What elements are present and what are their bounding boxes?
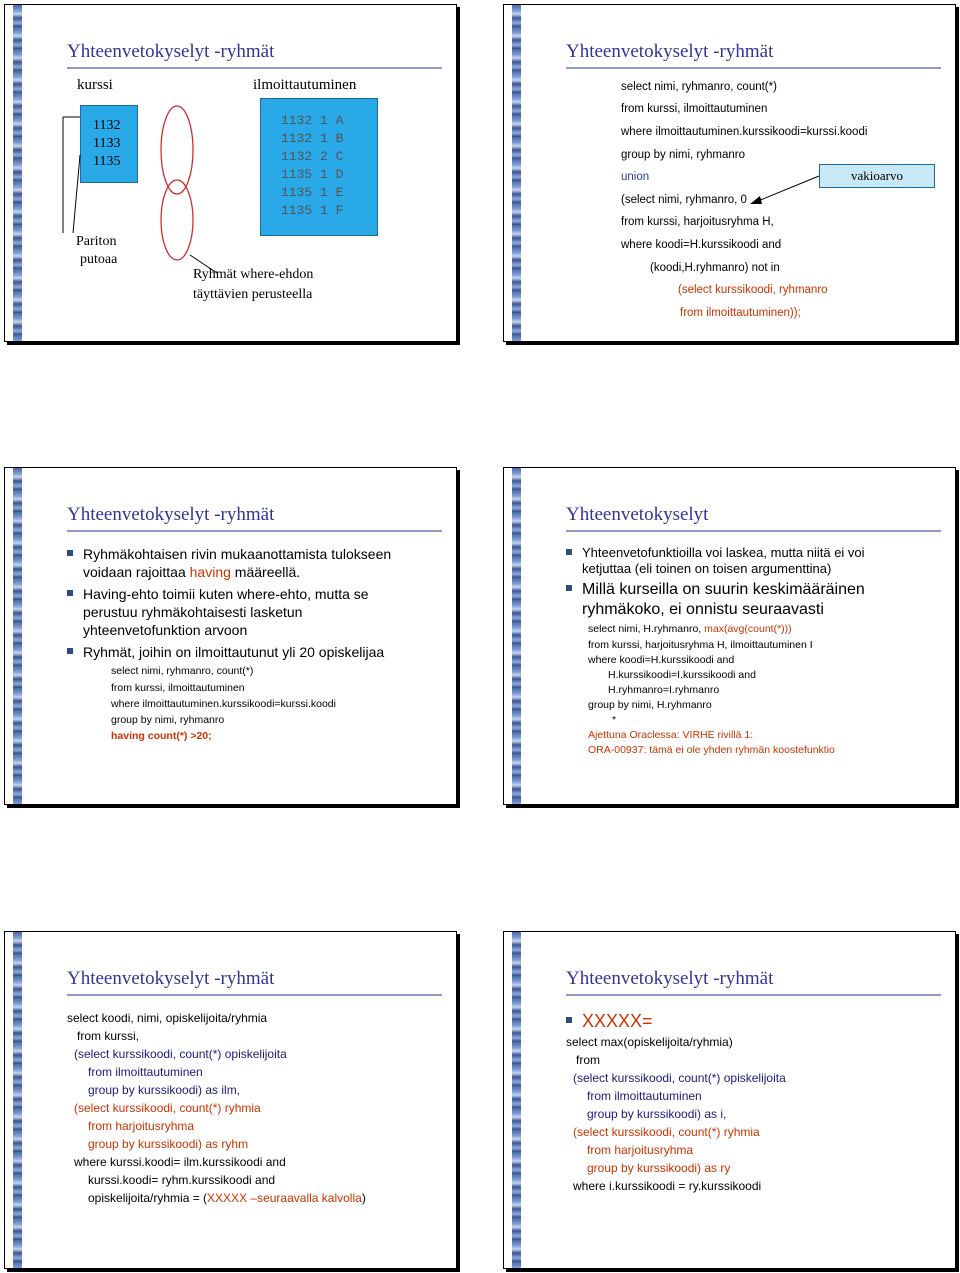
bullet-square-icon	[566, 585, 572, 591]
sql-aggregate: max(avg(count(*)))	[704, 623, 792, 635]
sql-text: select nimi, H.ryhmanro,	[588, 623, 702, 635]
group-ellipse	[161, 180, 193, 260]
sql-line	[88, 1191, 366, 1205]
title-rule	[566, 994, 941, 996]
decorative-bar	[512, 932, 521, 1268]
sql-line: from ilmoittautuminen	[587, 1089, 702, 1103]
sql-line: kurssi.koodi= ryhm.kurssikoodi and	[88, 1173, 276, 1187]
sql-line: from harjoitusryhma	[88, 1119, 195, 1133]
sql-line: where kurssi.koodi= ilm.kurssikoodi and	[74, 1155, 286, 1169]
title-rule	[67, 530, 442, 532]
sql-line: from ilmoittautuminen	[88, 1065, 203, 1079]
sql-line: (select nimi, ryhmanro, 0	[621, 194, 747, 206]
decorative-bar	[13, 468, 22, 804]
bullet-continuation	[83, 564, 300, 580]
sql-line: where koodi=H.kurssikoodi and	[621, 239, 782, 251]
sql-line: group by nimi, ryhmanro	[111, 714, 225, 726]
ilmoittautuminen-label: ilmoittautuminen	[253, 77, 357, 93]
sql-line: from	[576, 1053, 600, 1067]
bullet-text: Ryhmät, joihin on ilmoittautunut yli 20 opiskelijaa	[83, 644, 385, 660]
ryhmat-note: täyttävien perusteella	[193, 287, 313, 302]
sql-text: )	[361, 1191, 366, 1205]
decorative-bar	[512, 468, 521, 804]
bullet-square-icon	[566, 1017, 572, 1023]
slide-title: Yhteenvetokyselyt	[566, 504, 709, 525]
slide-1	[4, 4, 457, 342]
sql-line: group by nimi, H.ryhmanro	[588, 699, 712, 711]
vakioarvo-box: vakioarvo	[819, 164, 935, 188]
sql-line: select nimi, ryhmanro, count(*)	[111, 665, 254, 677]
sql-line-having: having count(*) >20;	[111, 730, 212, 742]
bullet-item	[566, 1011, 653, 1032]
bullet-continuation: ryhmäkoko, ei onnistu seuraavasti	[582, 601, 824, 618]
enrollment-row: 1135 1 D	[281, 167, 344, 182]
xxxxx-label: XXXXX=	[582, 1011, 653, 1031]
bullet-square-icon	[67, 550, 73, 556]
pariton-note: putoaa	[80, 252, 118, 267]
sql-line: from harjoitusryhma	[587, 1143, 694, 1157]
sql-line: union	[621, 171, 650, 183]
bullet-square-icon	[67, 648, 73, 654]
course-code: 1135	[93, 154, 121, 169]
sql-line: from kurssi, harjoitusryhma H, ilmoittautuminen I	[588, 639, 813, 651]
slide-title: Yhteenvetokyselyt -ryhmät	[566, 968, 774, 989]
slide-2	[503, 4, 956, 342]
sql-line: from kurssi, ilmoittautuminen	[621, 103, 768, 115]
bullet-text: Yhteenvetofunktioilla voi laskea, mutta niitä ei voi	[582, 545, 865, 560]
having-keyword: having	[189, 564, 231, 580]
sql-line: *	[612, 714, 617, 726]
sql-line: (select kurssikoodi, count(*) ryhmia	[74, 1101, 261, 1115]
ryhmat-note: Ryhmät where-ehdon	[193, 267, 314, 282]
sql-line: (koodi,H.ryhmanro) not in	[650, 262, 780, 274]
sql-line: from kurssi, ilmoittautuminen	[111, 682, 245, 694]
bullet-item	[67, 586, 369, 602]
bullet-continuation: ketjuttaa (eli toinen on toisen argumenttina)	[582, 561, 832, 576]
slide-title: Yhteenvetokyselyt -ryhmät	[67, 968, 275, 989]
enrollment-row: 1132 1 B	[281, 131, 344, 146]
sql-line: group by kurssikoodi) as i,	[587, 1107, 727, 1121]
sql-line	[588, 623, 792, 635]
sql-line: group by kurssikoodi) as ilm,	[88, 1083, 241, 1097]
sql-text: opiskelijoita/ryhmia = (	[88, 1191, 208, 1205]
sql-line: select max(opiskelijoita/ryhmia)	[566, 1035, 733, 1049]
sql-line: from kurssi, harjoitusryhma H,	[621, 216, 774, 228]
slide-title: Yhteenvetokyselyt -ryhmät	[67, 41, 275, 62]
sql-line: (select kurssikoodi, ryhmanro	[678, 284, 828, 296]
group-ellipse	[161, 106, 193, 194]
slide-3	[4, 467, 457, 805]
bullet-text: Having-ehto toimii kuten where-ehto, mutta se	[83, 586, 369, 602]
title-rule	[67, 994, 442, 996]
bullet-item	[566, 545, 865, 560]
error-line: ORA-00937: tämä ei ole yhden ryhmän koostefunktio	[588, 744, 835, 756]
sql-line: from kurssi,	[77, 1029, 140, 1043]
enrollment-row: 1135 1 F	[281, 203, 344, 218]
sql-line: H.kurssikoodi=I.kurssikoodi and	[608, 669, 756, 681]
bullet-text: Ryhmäkohtaisen rivin mukaanottamista tulokseen	[83, 546, 392, 562]
sql-line: where i.kurssikoodi = ry.kurssikoodi	[573, 1179, 762, 1193]
course-code: 1132	[93, 118, 121, 133]
sql-line: select koodi, nimi, opiskelijoita/ryhmia	[67, 1011, 268, 1025]
bullet-continuation: yhteenvetofunktion arvoon	[83, 622, 248, 638]
slide-4	[503, 467, 956, 805]
slide-title: Yhteenvetokyselyt -ryhmät	[67, 504, 275, 525]
title-rule	[566, 530, 941, 532]
enrollment-row: 1135 1 E	[281, 185, 344, 200]
slide-title: Yhteenvetokyselyt -ryhmät	[566, 41, 774, 62]
slide-5	[4, 931, 457, 1269]
pariton-note: Pariton	[76, 234, 117, 249]
bullet-continuation: perustuu ryhmäkohtaisesti lasketun	[83, 604, 303, 620]
sql-line: group by kurssikoodi) as ry	[587, 1161, 731, 1175]
sql-line: (select kurssikoodi, count(*) opiskelijoita	[74, 1047, 287, 1061]
bullet-square-icon	[566, 549, 572, 555]
sql-line: H.ryhmanro=I.ryhmanro	[608, 684, 720, 696]
slide-6	[503, 931, 956, 1269]
course-code: 1133	[93, 136, 121, 151]
sql-line: (select kurssikoodi, count(*) opiskelijoita	[573, 1071, 786, 1085]
bullet-square-icon	[67, 590, 73, 596]
bullet-text: voidaan rajoittaa	[83, 564, 186, 580]
bullet-text: Millä kurseilla on suurin keskimääräinen	[582, 581, 865, 598]
sql-line: from ilmoittautuminen));	[680, 307, 801, 319]
sql-line: where ilmoittautuminen.kurssikoodi=kurssi.koodi	[111, 698, 336, 710]
sql-line: (select kurssikoodi, count(*) ryhmia	[573, 1125, 760, 1139]
sql-line: where ilmoittautuminen.kurssikoodi=kurssi.koodi	[621, 126, 868, 138]
bullet-item	[67, 644, 384, 660]
vakioarvo-arrow	[504, 5, 956, 342]
enrollment-row: 1132 2 C	[281, 149, 344, 164]
sql-line: where koodi=H.kurssikoodi and	[588, 654, 735, 666]
bullet-item	[566, 581, 865, 599]
sql-line: group by nimi, ryhmanro	[621, 149, 745, 161]
bullet-item	[67, 546, 391, 562]
enrollment-row: 1132 1 A	[281, 113, 344, 128]
kurssi-label: kurssi	[77, 77, 113, 93]
next-slide-reference: XXXXX –seuraavalla kalvolla	[207, 1191, 362, 1205]
bullet-text: määreellä.	[234, 564, 301, 580]
connector-line	[73, 155, 80, 233]
sql-line: select nimi, ryhmanro, count(*)	[621, 81, 777, 93]
sql-line: group by kurssikoodi) as ryhm	[88, 1137, 249, 1151]
decorative-bar	[13, 932, 22, 1268]
error-line: Ajettuna Oraclessa: VIRHE rivillä 1:	[588, 729, 754, 741]
